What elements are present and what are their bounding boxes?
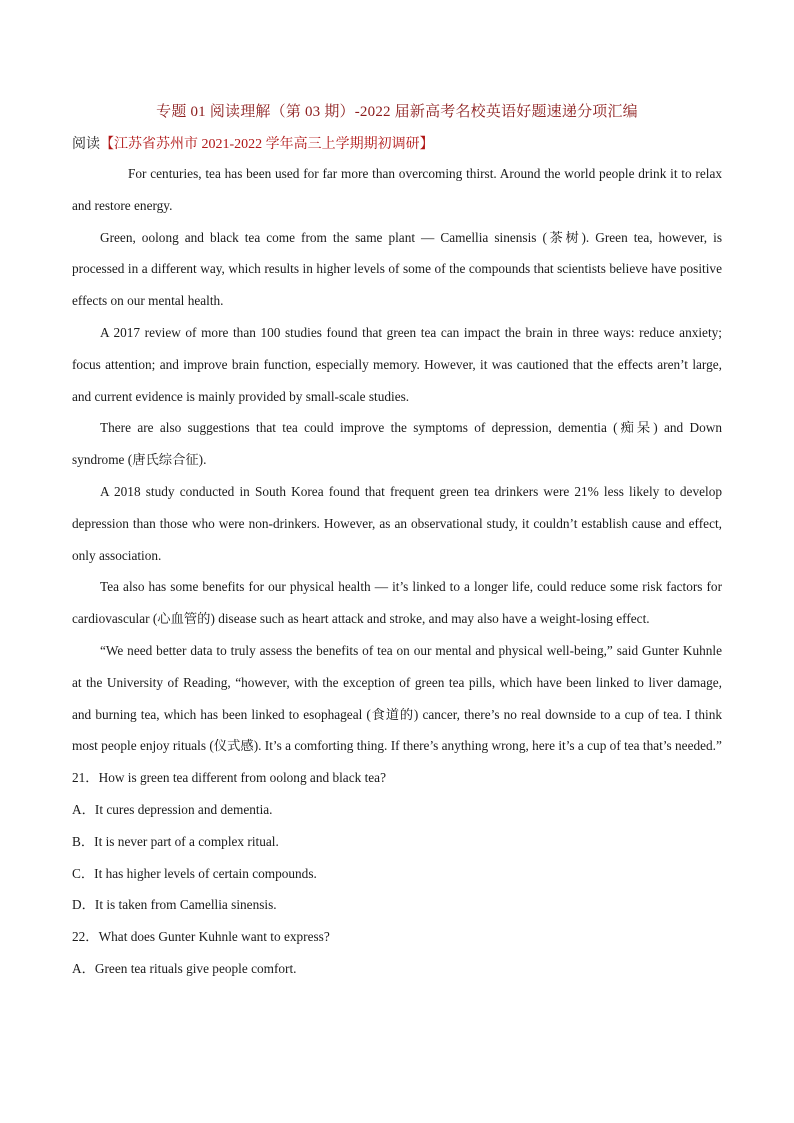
source-prefix: 阅读 xyxy=(72,137,100,152)
question-22: 22．What does Gunter Kuhnle want to express? xyxy=(72,929,330,945)
passage-paragraph: A 2018 study conducted in South Korea found that frequent green tea drinkers were 21% less likely to develop depression than those who were non-drinkers. However, as an observational study, it couldn’t establish cause and effect, only association. xyxy=(72,483,722,563)
passage-paragraph: A 2017 review of more than 100 studies found that green tea can impact the brain in three ways: reduce anxiety; focus attention; and improve brain function, especially memory. However, it was cautioned that the effects aren’t large, and current evidence is mainly provided by small-scale studies. xyxy=(72,324,722,404)
passage-paragraph: There are also suggestions that tea could improve the symptoms of depression, dementia (痴呆) and Down syndrome (唐氏综合征). xyxy=(72,420,722,468)
option-21c: C．It has higher levels of certain compounds. xyxy=(72,865,317,881)
page-title: 专题 01 阅读理解（第 03 期）-2022 届新高考名校英语好题速递分项汇编 xyxy=(156,104,638,120)
passage-paragraph: Tea also has some benefits for our physical health — it’s linked to a longer life, could reduce some risk factors for cardiovascular (心血管的) disease such as heart attack and stroke, and may also have a weight-losing effect. xyxy=(72,579,722,627)
option-21a: A．It cures depression and dementia. xyxy=(72,801,273,817)
question-21: 21．How is green tea different from oolong and black tea? xyxy=(72,770,386,786)
source-line xyxy=(72,133,434,153)
option-21d: D．It is taken from Camellia sinensis. xyxy=(72,897,277,913)
passage-paragraph: “We need better data to truly assess the benefits of tea on our mental and physical well-being,” said Gunter Kuhnle at the University of Reading, “however, with the exception of green tea pills, which have been linked to liver damage, and burning tea, which has been linked to esophageal (食道的) cancer, there’s no real downside to a cup of tea. I think most people enjoy rituals (仪式感). It’s a comforting thing. If there’s anything wrong, here it’s a cup of tea that’s needed.” xyxy=(72,642,722,754)
option-21b: B．It is never part of a complex ritual. xyxy=(72,833,279,849)
source-bracket: 【江苏省苏州市 2021-2022 学年高三上学期期初调研】 xyxy=(100,137,434,152)
passage-paragraph: Green, oolong and black tea come from the same plant — Camellia sinensis (茶树). Green tea, however, is processed in a different way, which results in higher levels of some of the compounds that scientists believe have positive effects on our mental health. xyxy=(72,229,722,309)
option-22a: A．Green tea rituals give people comfort. xyxy=(72,960,297,976)
passage-paragraph: For centuries, tea has been used for far more than overcoming thirst. Around the world people drink it to relax and restore energy. xyxy=(72,166,722,213)
passage-body xyxy=(72,158,722,985)
